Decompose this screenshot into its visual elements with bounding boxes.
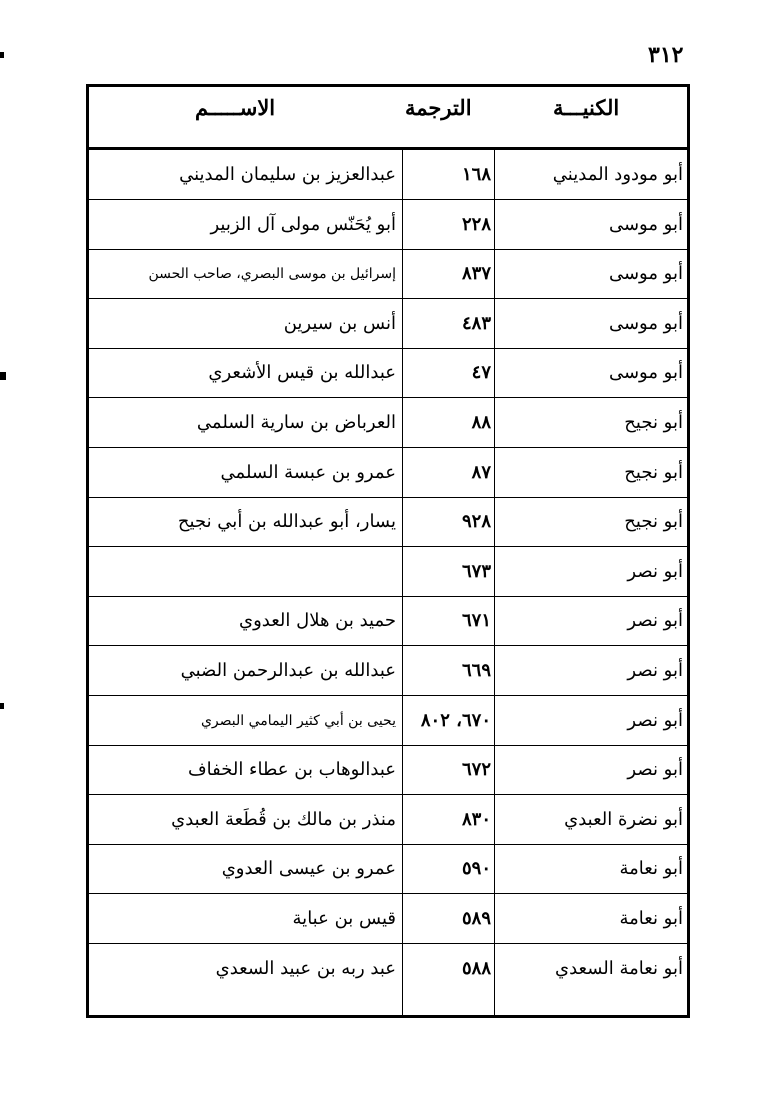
kunya-cell: أبو نصر [627, 610, 683, 632]
index-table [86, 84, 690, 1018]
kunya-cell: أبو نجيح [624, 412, 683, 433]
translation-number-cell: ٨٣٧ [461, 263, 491, 285]
translation-number-cell: ٥٩٠ [461, 858, 491, 880]
kunya-cell: أبو نضرة العبدي [564, 808, 683, 830]
kunya-cell: أبو نصر [627, 759, 683, 781]
kunya-cell: أبو نصر [627, 560, 683, 582]
name-cell: حميد بن هلال العدوي [239, 610, 396, 632]
kunya-cell: أبو نجيح [624, 511, 683, 533]
translation-number-cell: ٨٣٠ [461, 808, 491, 830]
kunya-cell: أبو نجيح [624, 461, 683, 483]
table-row [89, 596, 687, 646]
kunya-cell: أبو نصر [627, 660, 683, 681]
header-kunya: الكنيـــة [553, 95, 620, 120]
name-cell: عبد ربه بن عبيد السعدي [215, 957, 396, 979]
translation-number-cell: ٨٧ [471, 461, 491, 483]
scan-edge-mark-top [0, 52, 4, 58]
table-row [89, 398, 687, 448]
translation-number-cell: ٦٧٣ [461, 560, 491, 582]
table-header [89, 87, 687, 150]
kunya-cell: أبو موسى [608, 362, 683, 384]
table-row [89, 795, 687, 845]
header-name: الاســـــم [195, 95, 276, 120]
table-row [89, 448, 687, 498]
table-row [89, 646, 687, 696]
translation-number-cell: ١٦٨ [461, 164, 491, 185]
kunya-cell: أبو موسى [608, 312, 683, 334]
kunya-cell: أبو موسى [608, 213, 683, 235]
name-cell: أنس بن سيرين [283, 312, 396, 334]
table-row [89, 200, 687, 250]
kunya-cell: أبو موسى [608, 263, 683, 285]
translation-number-cell: ٦٧١ [461, 610, 491, 632]
translation-number-cell: ٥٨٨ [461, 957, 491, 979]
translation-number-cell: ٥٨٩ [461, 908, 491, 929]
name-cell: عمرو بن عيسى العدوي [221, 858, 396, 880]
table-row [89, 696, 687, 746]
table-row [89, 348, 687, 398]
header-translation: الترجمة [405, 95, 472, 120]
scan-edge-mark-middle [0, 372, 6, 380]
translation-number-cell: ٤٨٣ [461, 312, 491, 334]
name-cell: أبو يُحَنّس مولى آل الزبير [210, 213, 396, 235]
name-cell [95, 547, 396, 597]
name-cell: العرباض بن سارية السلمي [196, 412, 396, 433]
page-number: ٣١٢ [648, 42, 684, 68]
table-row [89, 299, 687, 349]
translation-number-cell: ٦٦٩ [461, 660, 491, 681]
name-cell: عمرو بن عبسة السلمي [220, 461, 396, 483]
translation-number-cell: ٢٢٨ [461, 213, 491, 235]
name-cell: إسرائيل بن موسى البصري، صاحب الحسن [148, 266, 396, 283]
translation-number-cell: ٨٨ [471, 412, 491, 433]
name-cell: يحيى بن أبي كثير اليمامي البصري [200, 712, 396, 729]
table-row [89, 745, 687, 795]
name-cell: عبدالله بن عبدالرحمن الضبي [180, 660, 396, 681]
name-cell: عبدالله بن قيس الأشعري [208, 362, 396, 384]
table-row [89, 894, 687, 944]
translation-number-cell: ٤٧ [471, 362, 491, 384]
translation-number-cell: ٩٢٨ [461, 511, 491, 533]
name-cell: قيس بن عباية [292, 908, 396, 929]
name-cell: منذر بن مالك بن قُطَعة العبدي [171, 808, 396, 830]
kunya-cell: أبو مودود المديني [552, 164, 683, 185]
table-row [89, 249, 687, 299]
table-row [89, 844, 687, 894]
table-row [89, 944, 687, 994]
translation-number-cell: ٦٧٠، ٨٠٢ [420, 709, 491, 731]
name-cell: عبدالعزيز بن سليمان المديني [179, 164, 396, 185]
translation-number-cell: ٦٧٢ [461, 759, 491, 781]
kunya-cell: أبو نعامة السعدي [555, 957, 683, 979]
kunya-cell: أبو نعامة [619, 858, 683, 880]
scan-edge-mark-lower [0, 703, 4, 709]
table-row [89, 547, 687, 597]
name-cell: يسار، أبو عبدالله بن أبي نجيح [177, 511, 396, 533]
name-cell: عبدالوهاب بن عطاء الخفاف [187, 759, 396, 781]
kunya-cell: أبو نصر [627, 709, 683, 731]
table-row [89, 150, 687, 200]
kunya-cell: أبو نعامة [619, 908, 683, 929]
table-row [89, 497, 687, 547]
